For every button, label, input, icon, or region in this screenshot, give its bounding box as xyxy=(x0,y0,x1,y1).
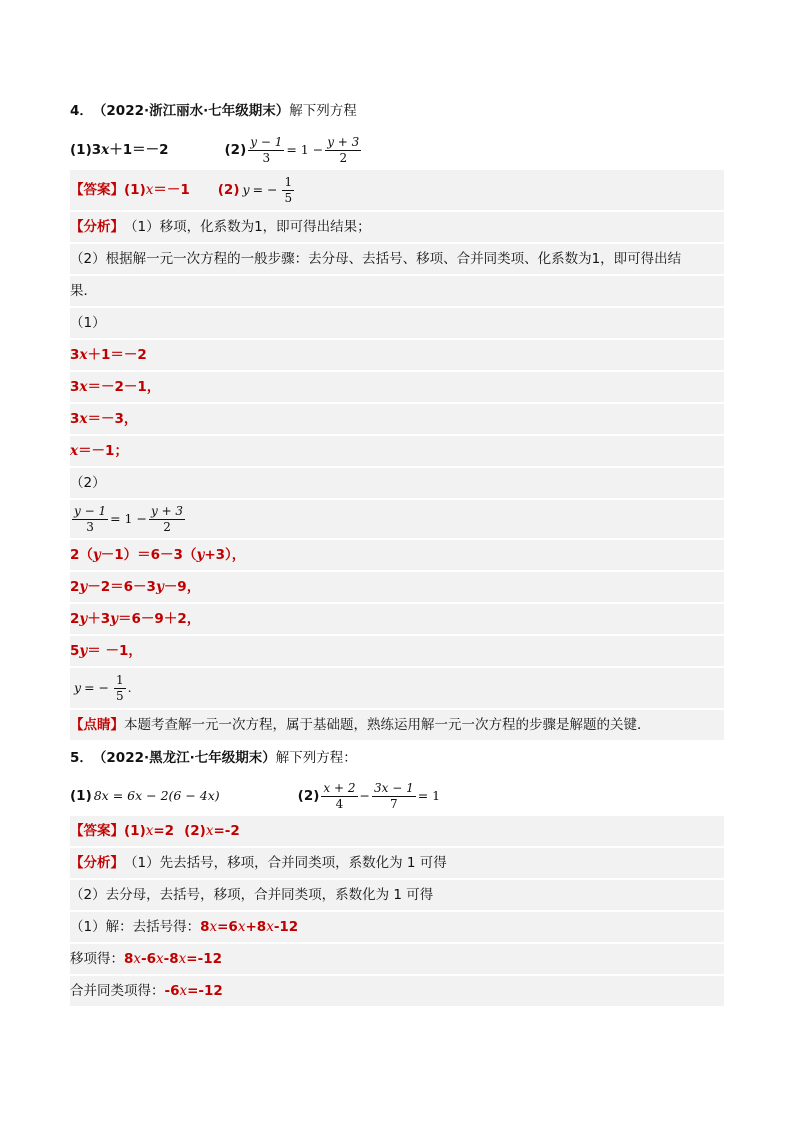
q4-analysis-2-cont: 果． xyxy=(70,276,724,306)
q5-analysis-1: 【分析】 （1）先去括号，移项，合并同类项，系数化为 1 可得 xyxy=(70,848,724,878)
q5-source: （2022·黑龙江·七年级期末） xyxy=(92,750,276,766)
q4-sol1-step4: x ＝－1； xyxy=(70,436,724,466)
q4-problems xyxy=(70,133,724,167)
q4-sol1-step3: 3 x ＝－3， xyxy=(70,404,724,434)
comment-tag: 【点睛】 xyxy=(70,717,124,733)
q5-p1-eq: 8x = 6x − 2(6 − 4x) xyxy=(93,788,220,803)
q5-problems: (1) 8x = 6x − 2(6 − 4x) (2) $\frac{x + 2}{4}$ − $\frac{3x - 1}{7}$ = 1 xyxy=(70,780,441,811)
q5-analysis-2: （2）去分母，去括号，移项，合并同类项，系数化为 1 可得 xyxy=(70,880,724,910)
q5-prompt: 解下列方程： xyxy=(275,750,357,766)
q4-sol2-step4: 5 y ＝ －1， xyxy=(70,636,724,666)
q5-heading xyxy=(70,748,724,768)
q4-number: 4． xyxy=(70,103,93,119)
q4-p1-coef: 3 xyxy=(91,142,102,158)
q4-p1-rest: ＋1＝－2 xyxy=(109,142,169,158)
q5-sol-step2: 移项得： 8 x -6 x -8 x =-12 xyxy=(70,944,724,974)
q4-p1-label: (1) xyxy=(70,142,92,158)
q4-p1-var: x xyxy=(101,142,110,158)
q4-source: （2022·浙江丽水·七年级期末） xyxy=(92,103,290,119)
q4-p2-label: (2) xyxy=(224,142,247,158)
q5-sol-step3: 合并同类项得： -6 x =-12 xyxy=(70,976,724,1006)
q5-sol-step1: （1）解：去括号得： 8 x =6 x +8 x -12 xyxy=(70,912,724,942)
q4-sol1-label: （1） xyxy=(70,308,724,338)
q4-analysis-2: （2）根据解一元一次方程的一般步骤：去分母、去括号、移项、合并同类项、化系数为1，即可得出结 xyxy=(70,244,724,274)
q4-ans2-frac: $\frac{1}{5}$ xyxy=(284,174,293,205)
answer-tag: 【答案】 xyxy=(70,182,124,198)
q4-answer: 【答案】 (1) x ＝－1 (2) y = − $\frac{1}{5}$ xyxy=(70,170,724,210)
q4-p2-mid: = 1 − xyxy=(286,142,324,157)
q4-sol2-result: y = − $\frac{1}{5}$ . xyxy=(70,668,724,708)
q4-analysis-1: 【分析】 （1）移项，化系数为1，即可得出结果； xyxy=(70,212,724,242)
q5-number: 5． xyxy=(70,750,93,766)
q4-p2-frac2: $\frac{y + 3}{2}$ xyxy=(327,134,360,165)
q4-sol2-equation: $\frac{y - 1}{3}$ = 1 − $\frac{y + 3}{2}$ xyxy=(70,500,724,538)
q5-answer: 【答案】 (1) x =2 (2) x =-2 xyxy=(70,816,724,846)
q4-prompt: 解下列方程 xyxy=(289,103,357,119)
q4-sol2-label: （2） xyxy=(70,468,724,498)
q4-comment: 【点睛】 本题考查解一元一次方程，属于基础题，熟练运用解一元一次方程的步骤是解题的关键． xyxy=(70,710,724,740)
q5-p2-frac2: $\frac{3x - 1}{7}$ xyxy=(373,780,414,811)
q4-sol2-step3: 2 y ＋3 y ＝6－9＋2， xyxy=(70,604,724,634)
q4-sol2-step1: 2（ y －1）＝6－3（ y +3）， xyxy=(70,540,724,570)
analysis-tag: 【分析】 xyxy=(70,219,124,235)
q4-sol1-step1: 3 x ＋1＝－2 xyxy=(70,340,724,370)
q5-p2-frac1: $\frac{x + 2}{4}$ xyxy=(323,780,356,811)
q4-sol2-step2: 2 y －2＝6－3 y －9， xyxy=(70,572,724,602)
q4-heading xyxy=(70,101,724,121)
q4-sol1-step2: 3 x ＝－2－1， xyxy=(70,372,724,402)
q4-p2-frac1: $\frac{y - 1}{3}$ xyxy=(250,134,283,165)
